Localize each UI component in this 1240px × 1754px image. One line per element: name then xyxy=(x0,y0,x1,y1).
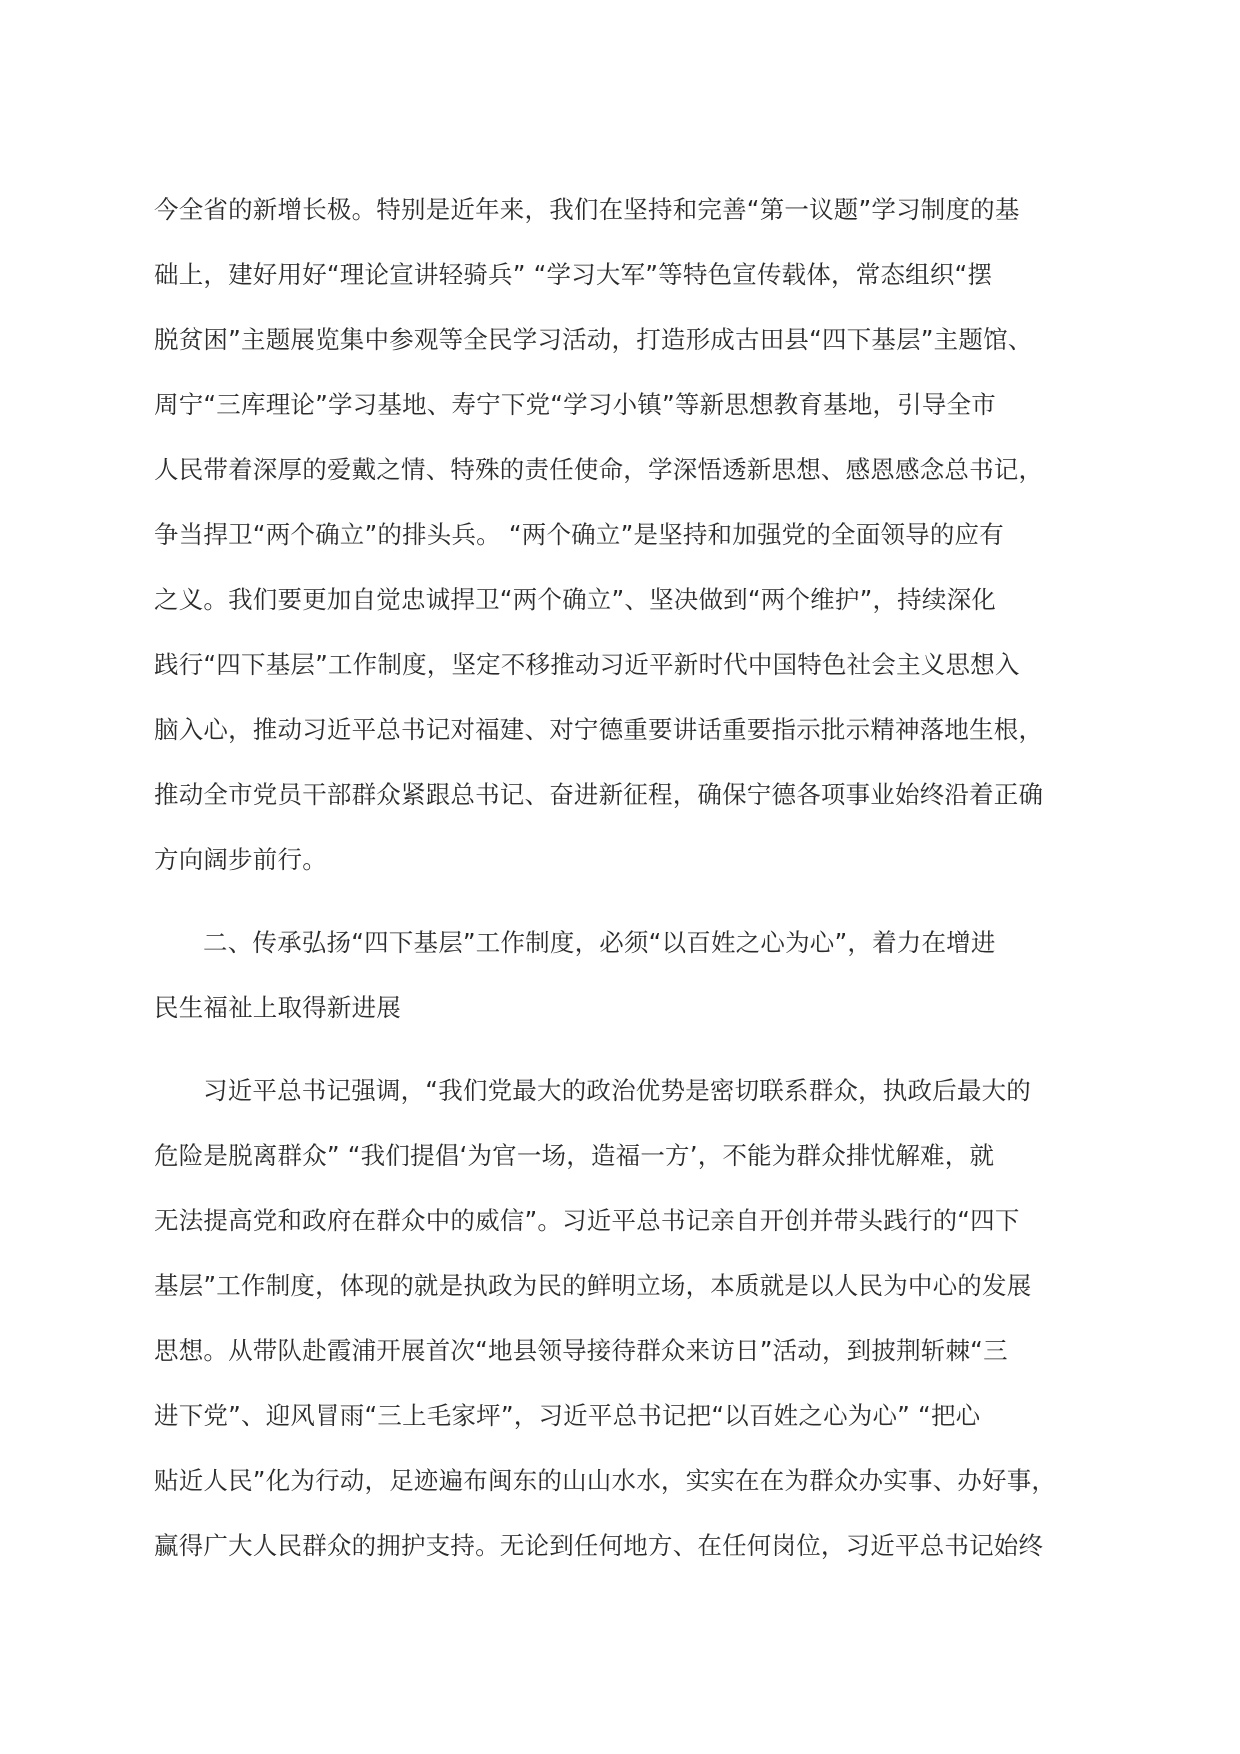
paragraph-line: 脑入心，推动习近平总书记对福建、对宁德重要讲话重要指示批示精神落地生根， xyxy=(154,715,1044,744)
paragraph-line: 无法提高党和政府在群众中的威信”。习近平总书记亲自开创并带头践行的“四下 xyxy=(154,1206,1020,1235)
paragraph-line: 基层”工作制度，体现的就是执政为民的鲜明立场，本质就是以人民为中心的发展 xyxy=(154,1271,1032,1300)
paragraph-line: 之义。我们要更加自觉忠诚捍卫“两个确立”、坚决做到“两个维护”，持续深化 xyxy=(154,585,996,614)
paragraph-line: 危险是脱离群众” “我们提倡‘为官一场，造福一方’，不能为群众排忧解难，就 xyxy=(154,1141,995,1170)
paragraph-line: 习近平总书记强调，“我们党最大的政治优势是密切联系群众，执政后最大的 xyxy=(203,1076,1031,1105)
paragraph-line: 争当捍卫“两个确立”的排头兵。 “两个确立”是坚持和加强党的全面领导的应有 xyxy=(154,520,1004,549)
paragraph-line: 础上，建好用好“理论宣讲轻骑兵” “学习大军”等特色宣传载体，常态组织“摆 xyxy=(154,260,993,289)
paragraph-line: 脱贫困”主题展览集中参观等全民学习活动，打造形成古田县“四下基层”主题馆、 xyxy=(154,325,1033,354)
paragraph-line: 人民带着深厚的爱戴之情、特殊的责任使命，学深悟透新思想、感恩感念总书记， xyxy=(154,455,1044,484)
paragraph-line: 推动全市党员干部群众紧跟总书记、奋进新征程，确保宁德各项事业始终沿着正确 xyxy=(154,780,1044,809)
paragraph-line: 周宁“三库理论”学习基地、寿宁下党“学习小镇”等新思想教育基地，引导全市 xyxy=(154,390,996,419)
paragraph-line: 今全省的新增长极。特别是近年来，我们在坚持和完善“第一议题”学习制度的基 xyxy=(154,195,1020,224)
paragraph-line: 方向阔步前行。 xyxy=(154,845,327,874)
paragraph-line: 践行“四下基层”工作制度，坚定不移推动习近平新时代中国特色社会主义思想入 xyxy=(154,650,1020,679)
paragraph-line: 贴近人民”化为行动，足迹遍布闽东的山山水水，实实在在为群众办实事、办好事， xyxy=(154,1466,1057,1495)
section-heading-line: 二、传承弘扬“四下基层”工作制度，必须“以百姓之心为心”，着力在增进 xyxy=(203,928,996,957)
paragraph-line: 思想。从带队赴霞浦开展首次“地县领导接待群众来访日”活动，到披荆斩棘“三 xyxy=(154,1336,1008,1365)
paragraph-line: 赢得广大人民群众的拥护支持。无论到任何地方、在任何岗位，习近平总书记始终 xyxy=(154,1531,1044,1560)
section-heading-line: 民生福祉上取得新进展 xyxy=(154,993,401,1022)
paragraph-line: 进下党”、迎风冒雨“三上毛家坪”，习近平总书记把“以百姓之心为心” “把心 xyxy=(154,1401,981,1430)
